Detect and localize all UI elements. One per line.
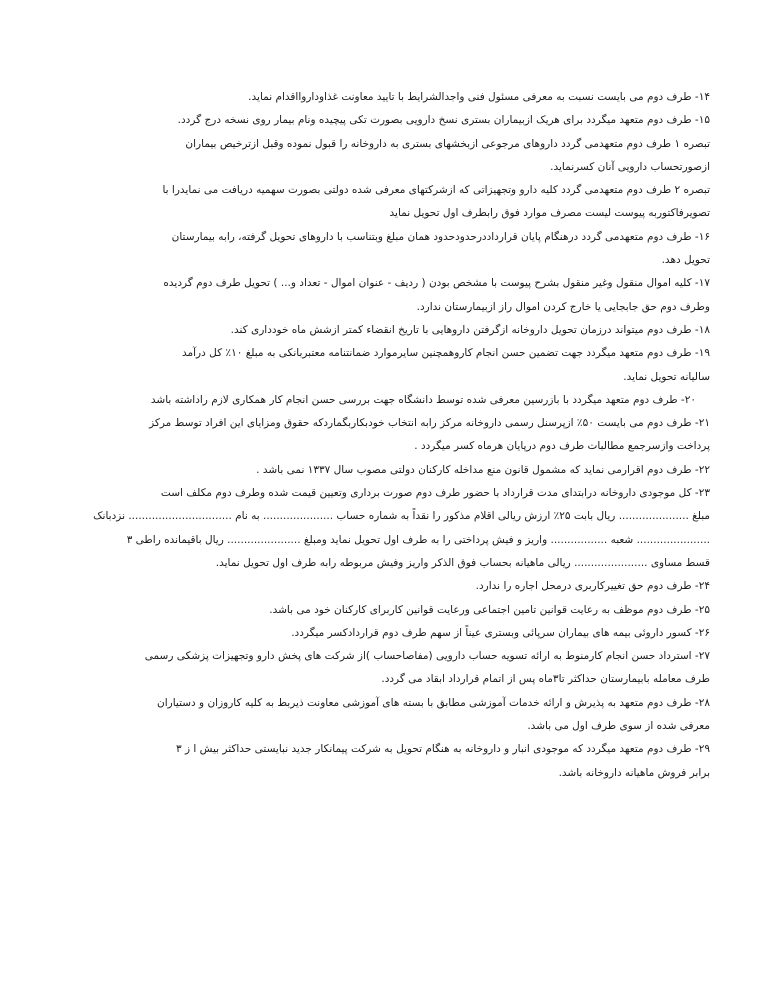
- clause-21-line-2: پرداخت وازسرجمع مطالبات طرف دوم درپایان هرماه کسر میگردد .: [414, 440, 710, 453]
- clause-18-line: ۱۸- طرف دوم میتواند درزمان تحویل داروخانه ازگرفتن داروهایی با تاریخ انقضاء کمتر ازشش ماه خودداری کند.: [230, 323, 710, 336]
- clause-24-line: ۲۴- طرف دوم حق تغییرکاربری درمحل اجاره را ندارد.: [475, 580, 710, 593]
- clause-23-line-4: قسط مساوی ...................... ریالی ماهیانه بحساب فوق الذکر واریز وفیش مربوطه رابه طرف اول تحویل نماید.: [215, 556, 710, 569]
- clause-22-line: ۲۲- طرف دوم اقرارمی نماید که مشمول قانون منع مداخله کارکنان دولتی مصوب سال ۱۳۳۷ نمی باشد .: [256, 463, 710, 476]
- clause-28-line-1: ۲۸- طرف دوم متعهد به پذیرش و ارائه خدمات آموزشی مطابق با بسته های آموزشی معاونت ذیربط به کلیه کاروزان و دستیاران: [157, 696, 710, 709]
- clause-14-line: ۱۴- طرف دوم می بایست نسبت به معرفی مسئول فنی واجدالشرایط با تایید معاونت غذاوداروااقدام نماید.: [248, 91, 710, 103]
- clause-19-line-1: ۱۹- طرف دوم متعهد میگردد جهت تضمین حسن انجام کاروهمچنین سایرموارد ضمانتنامه معتبربانکی به مبلغ ۱۰٪ کل درآمد: [182, 347, 710, 360]
- clause-28-line-2: معرفی شده از سوی طرف اول می باشد.: [527, 720, 710, 733]
- note-2-line-1: تبصره ۲ طرف دوم متعهدمی گردد کلیه دارو وتجهیزاتی که ازشرکتهای معرفی شده دولتی بصورت سهمیه دریافت می نمایدرا با: [162, 184, 710, 197]
- clause-21-line-1: ۲۱- طرف دوم می بایست ۵۰٪ ازپرسنل رسمی داروخانه مرکز رابه انتخاب خودبکاربگماردکه حقوق ومزایای این افراد توسط مرکز: [149, 417, 710, 430]
- clause-27-line-2: طرف معامله بابیمارستان حداکثر تا۳ماه پس از اتمام قرارداد ابقاد می گردد.: [381, 673, 710, 686]
- clause-29-line-2: برابر فروش ماهیانه داروخانه باشد.: [558, 766, 710, 779]
- clause-19-line-2: سالیانه تحویل نماید.: [623, 370, 710, 383]
- clause-17-line-2: وطرف دوم حق جابجایی یا خارج کردن اموال راز ازبیمارستان ندارد.: [416, 300, 710, 313]
- note-1-line-2: ازصورتحساب دارویی آنان کسرنماید.: [550, 160, 710, 173]
- clause-23-line-1: ۲۳- کل موجودی داروخانه درابتدای مدت قرارداد با حضور طرف دوم صورت برداری وتعیین قیمت شده وطرف دوم مکلف است: [160, 487, 710, 500]
- clause-17-line-1: ۱۷- کلیه اموال منقول وغیر منقول بشرح پیوست با مشخص بودن ( ردیف - عنوان اموال - تعداد و... ) تحویل طرف دوم گردیده: [163, 277, 710, 290]
- clause-15-line: ۱۵- طرف دوم متعهد میگردد برای هریک ازبیماران بستری نسخ دارویی بصورت تکی پیچیده ونام بیمار روی نسخه درج گردد.: [177, 114, 710, 127]
- clause-23-line-3: ...................... شعبه ................. واریز و فیش پرداختی را به طرف اول تحویل نماید ومبلغ ...................... ریال باقیمانده راطی ۳: [126, 533, 710, 546]
- clause-27-line-1: ۲۷- استرداد حسن انجام کارمنوط به ارائه تسویه حساب دارویی (مفاصاحساب )از شرکت های پخش دارو وتجهیزات پزشکی رسمی: [144, 650, 710, 663]
- clause-20-line: ۲۰- طرف دوم متعهد میگردد با بازرسین معرفی شده توسط دانشگاه جهت بررسی حسن انجام کار همکاری لازم راداشته باشد: [150, 393, 696, 406]
- document-body: [68, 86, 710, 785]
- clause-29-line-1: ۲۹- طرف دوم متعهد میگردد که موجودی انبار و داروخانه به هنگام تحویل به شرکت پیمانکار جدید نبایستی حداکثر بیش ا ز ۳: [175, 743, 710, 756]
- note-2-line-2: تصویرفاکتوربه پیوست لیست مصرف موارد فوق رابطرف اول تحویل نماید: [389, 207, 710, 220]
- clause-23-line-2: مبلغ ..................... ریال بابت ۲۵٪ ارزش ریالی اقلام مذکور را نقداً به شماره حساب ..................... به نام ............................... نزدبانک: [93, 510, 710, 523]
- clause-25-line: ۲۵- طرف دوم موظف به رعایت قوانین تامین اجتماعی ورعایت قوانین کاربرای کارکنان خود می باشد.: [269, 603, 710, 616]
- clause-16-line-1: ۱۶- طرف دوم متعهدمی گردد درهنگام پایان قرارداددرحدودحدود همان مبلغ وبتناسب با داروهای تحویل گرفته، رابه بیمارستان: [171, 230, 710, 243]
- note-1-line-1: تبصره ۱ طرف دوم متعهدمی گردد داروهای مرجوعی ازبخشهای بستری به داروخانه را قبول نموده وقبل ازترخیص بیماران: [185, 137, 710, 150]
- clause-26-line: ۲۶- کسور داروئی بیمه های بیماران سرپائی وبستری عیناً از سهم طرف دوم قراردادکسر میگردد.: [291, 626, 710, 639]
- clause-16-line-2: تحویل دهد.: [661, 254, 710, 267]
